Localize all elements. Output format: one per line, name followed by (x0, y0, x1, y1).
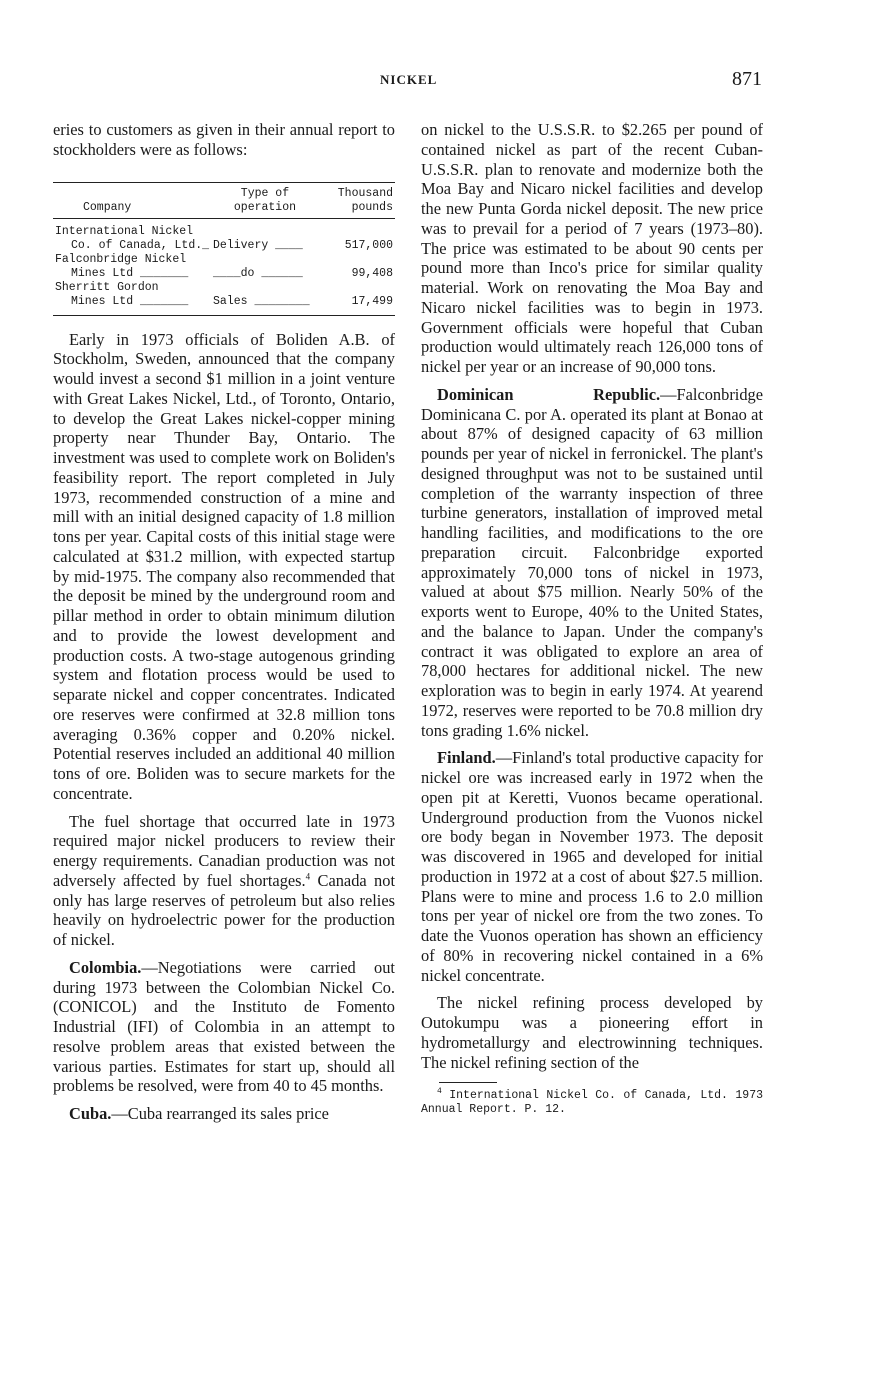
table-row (53, 295, 395, 316)
right-column (421, 120, 763, 1125)
header-company: Company (83, 200, 132, 214)
row-type: Sales ________ (213, 294, 310, 308)
footnote-text: International Nickel Co. of Canada, Ltd. 1973 Annual Report. P. 12. (421, 1089, 763, 1117)
paragraph-boliden: Early in 1973 officials of Boliden A.B. of Stockholm, Sweden, announced that the company would invest a second $1 million in a joint venture with Great Lakes Nickel, Ltd., of Toronto, Ontario, to develop the Great Lakes nickel-copper mining property near Thunder Bay, Ontario. The investment was used to complete work on Boliden's feasibility report. The report completed in July 1973, recommended construction of a mine and mill with an initial designed capacity of 1.8 million tons per year. Capital costs of this initial stage were calculated at $31.2 million, with expected startup by mid-1975. The company also recommended that the deposit be mined by the underground room and pillar method in order to obtain minimum dilution and to provide the lowest development and production costs. A two-stage autogenous grinding system and flotation process would be used to separate nickel and copper concentrates. Indicated ore reserves were confirmed at 32.8 million tons averaging 0.36% copper and 0.20% nickel. Potential reserves included an additional 40 million tons of ore. Boliden was to secure markets for the concentrate. (53, 329, 395, 803)
row-qty: 17,499 (351, 294, 393, 308)
paragraph-cuba (53, 1104, 395, 1124)
table-header-row (53, 182, 395, 218)
intro-paragraph: eries to customers as given in their annual report to stockholders were as follows: (53, 120, 395, 159)
heading-dominican-republic: Dominican Republic. (437, 384, 661, 404)
table-row (53, 253, 395, 267)
footnote-divider (439, 1082, 497, 1083)
footnote-reference: 4 (305, 871, 311, 882)
table-row (53, 267, 395, 281)
footnote-marker: 4 (437, 1087, 442, 1097)
row-type: ____do ______ (213, 266, 303, 280)
row-company-line2: Mines Ltd _______ (71, 294, 189, 308)
cuba-text: —Cuba rearranged its sales price (111, 1104, 329, 1123)
table-row (53, 281, 395, 295)
row-company-line1: Falconbridge Nickel (55, 252, 187, 266)
header-qty: Thousand pounds (337, 186, 393, 214)
paragraph-dominican-republic (421, 385, 763, 741)
row-qty: 99,408 (351, 266, 393, 280)
paragraph-cuba-continued: on nickel to the U.S.S.R. to $2.265 per pound of contained nickel as part of the recent Cuban-U.S.S.R. plan to renovate and modernize both the Moa Bay and Nicaro nickel facilities and develop the new Punta Gorda nickel deposit. The new price was to prevail for a period of 7 years (1973–80). The price was estimated to be about 90 cents per pound more than Inco's price for similar quality material. Work on renovating the Moa Bay and Nicaro nickel facilities was to begin in 1973. Government officials were hopeful that Cuban production would ultimately reach 126,000 tons of nickel per year or an increase of 90,000 tons. (421, 120, 763, 376)
paragraph-fuel-shortage (53, 812, 395, 950)
shipments-table (53, 182, 395, 316)
dominican-text: —Falconbridge Dominicana C. por A. operated its plant at Bonao at about 87% of designed capacity of 63 million pounds per year of nickel in ferronickel. The plant's designed throughput was not to be sustained until completion of the warranty inspection of three turbine generators, installation of improved metal handling facilities, and modifications to the ore preparation circuit. Falconbridge exported approximately 70,000 tons of nickel in 1973, valued at about $75 million. Nearly 50% of the exports went to Europe, 40% to the United States, and the balance to Japan. Under the company's contract it was obligated to explore an area of 78,000 hectares for additional nickel. The new exploration was to begin in early 1974. At yearend 1972, reserves were reported to be 70.8 million dry tons grading 1.6% nickel. (421, 384, 763, 740)
heading-cuba: Cuba. (69, 1104, 112, 1123)
heading-finland: Finland. (437, 748, 496, 768)
row-company-line1: Sherritt Gordon (55, 280, 159, 294)
heading-colombia: Colombia. (69, 957, 142, 977)
page-number: 871 (732, 68, 762, 90)
fuel-text-a: The fuel shortage that occurred late in 1973 required major nickel producers to review their energy requirements. Canadian production was not adversely affected by fuel shortages. (53, 811, 395, 890)
colombia-text: —Negotiations were carried out during 1973 between the Colombian Nickel Co. (CONICOL) and the Instituto de Fomento Industrial (IFI) of Colombia in an attempt to resolve problem areas that existed between the various parties. Estimates for start up, should all problems be resolved, were from 40 to 45 months. (53, 957, 395, 1096)
table-row (53, 239, 395, 253)
left-column (53, 120, 395, 1132)
header-type: Type of operation (233, 186, 297, 214)
row-company-line2: Co. of Canada, Ltd._ (71, 238, 210, 252)
row-type: Delivery ____ (213, 238, 303, 252)
paragraph-finland (421, 748, 763, 985)
paragraph-colombia (53, 958, 395, 1096)
row-qty: 517,000 (344, 238, 393, 252)
row-company-line2: Mines Ltd _______ (71, 266, 189, 280)
running-header-title: NICKEL (380, 72, 438, 87)
table-row (53, 218, 395, 239)
paragraph-outokumpu: The nickel refining process developed by Outokumpu was a pioneering effort in hydrometallurgy and electrowinning techniques. The nickel refining section of the (421, 993, 763, 1072)
finland-text: —Finland's total productive capacity for nickel ore was increased early in 1972 when the open pit at Keretti, Vuonos became operational. Underground production from the Vuonos nickel ore body began in November 1973. The deposit was discovered in 1965 and developed for initial production in 1972 at a cost of about $27.5 million. Plans were to mine and process 1.6 to 2.0 million tons per year of nickel ore from the two zones. To date the Vuonos operation has shown an efficiency of 80% in recovering nickel contained in a 6% nickel concentrate. (421, 748, 763, 985)
row-company-line1: International Nickel (55, 224, 194, 238)
footnote (421, 1089, 763, 1117)
fuel-text-b: Canada not only has large reserves of petroleum but also relies heavily on hydroelectric power for the production of nickel. (53, 870, 395, 949)
